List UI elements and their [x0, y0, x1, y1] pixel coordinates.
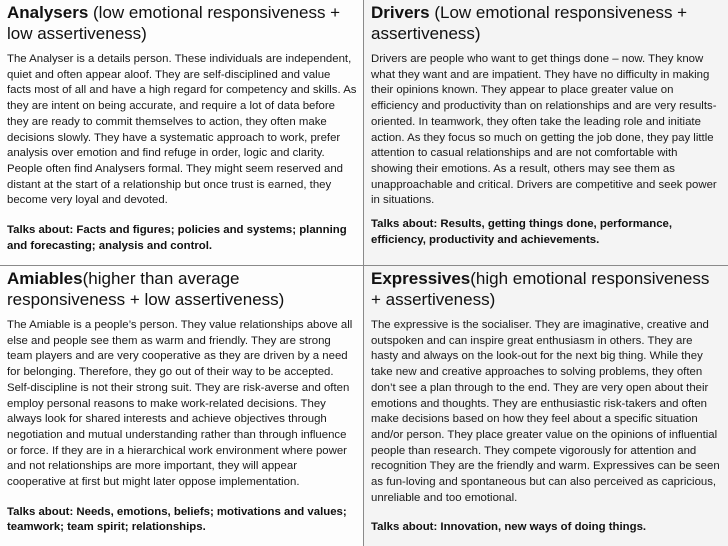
quadrant-heading: [7, 2, 357, 44]
quadrant-name: Drivers: [371, 3, 430, 22]
quadrant-drivers: [364, 0, 728, 265]
quadrant-qualifier: (high emotional responsiveness + assertiveness): [371, 269, 710, 309]
quadrant-qualifier: (higher than average responsiveness + low assertiveness): [7, 269, 285, 309]
quadrant-talks-about: Talks about: Results, getting things done, performance, efficiency, productivity and achievements.: [371, 218, 673, 246]
quadrant-amiables: [0, 266, 363, 546]
quadrant-name: Analysers: [7, 3, 89, 22]
quadrant-talks-about: Talks about: Facts and figures; policies and systems; planning and forecasting; analysis and control.: [7, 224, 347, 252]
quadrant-qualifier: (Low emotional responsiveness + assertiveness): [371, 3, 688, 43]
quadrant-expressives: [364, 266, 728, 546]
quadrant-qualifier: (low emotional responsiveness + low assertiveness): [7, 3, 341, 43]
quadrant-description: The expressive is the socialiser. They are imaginative, creative and outspoken and can inspire great enthusiasm in others. They are hasty and always on the look-out for the next big thing. While they take new and creative approaches to solving problems, they often don’t see a plan through to the end. They are very open about their emotions and thoughts. They are enthusiastic risk-takers and often make decisions based on how they feel about a specific situation and/or person. They place greater value on the opinions of influential people than research. They compete vigorously for attention and recognition They are the friendly and warm. Expressives can be seen as fun-loving and spontaneous but can also perceived as capricious, unreliable and too emotional.: [371, 319, 720, 504]
quadrant-analysers: [0, 0, 363, 265]
quadrant-talks-about: Talks about: Innovation, new ways of doing things.: [371, 521, 647, 534]
quadrant-heading: [7, 268, 357, 310]
quadrant-description: The Analyser is a details person. These individuals are independent, quiet and often appear aloof. They are self-disciplined and value facts most of all and have a high regard for competency and skills. As they are intent on being accurate, and require a lot of data before they are ready to commit themselves to action, they often make decisions slowly. They have a systematic approach to work, prefer analysis over emotion and find refuge in order, logic and clarity. People often find Analysers formal. They might seem reserved and distant at the start of a relationship but once trust is earned, they become very loyal and devoted.: [7, 53, 357, 207]
quadrant-name: Amiables: [7, 269, 83, 288]
quadrant-talks-about: Talks about: Needs, emotions, beliefs; motivations and values; teamwork; team spirit; relationships.: [7, 505, 347, 534]
quadrant-description: Drivers are people who want to get things done – now. They know what they want and are impatient. They have no difficulty in making their opinions known. They appear to place greater value on efficiency and productivity than on relationships and are very results-oriented. In teamwork, they often take the leading role and initiate action. As they focus so much on getting the job done, they pay little attention to casual relationships and are not comfortable with showing their emotions. As a result, others may see them as unapproachable and critical. Drivers are competitive and seek power in situations.: [371, 53, 717, 207]
quadrant-heading: [371, 268, 722, 310]
quadrant-name: Expressives: [371, 269, 471, 288]
quadrant-heading: [371, 2, 722, 44]
quadrant-description: The Amiable is a people’s person. They value relationships above all else and people see them as warm and friendly. They are strong team players and are very cooperative as they are driven by a need for belonging. Therefore, they go out of their way to be accepted. Self-discipline is not their strong suit. They are risk-averse and often employ personal reasons to make work-related decisions. They always look for shared interests and achieve objectives through negotiation and mutual understanding rather than through influence or force. If they are in a hierarchical work environment where power and not relationships are more important, they will appear cooperative at first but might later oppose implementation.: [7, 319, 353, 489]
